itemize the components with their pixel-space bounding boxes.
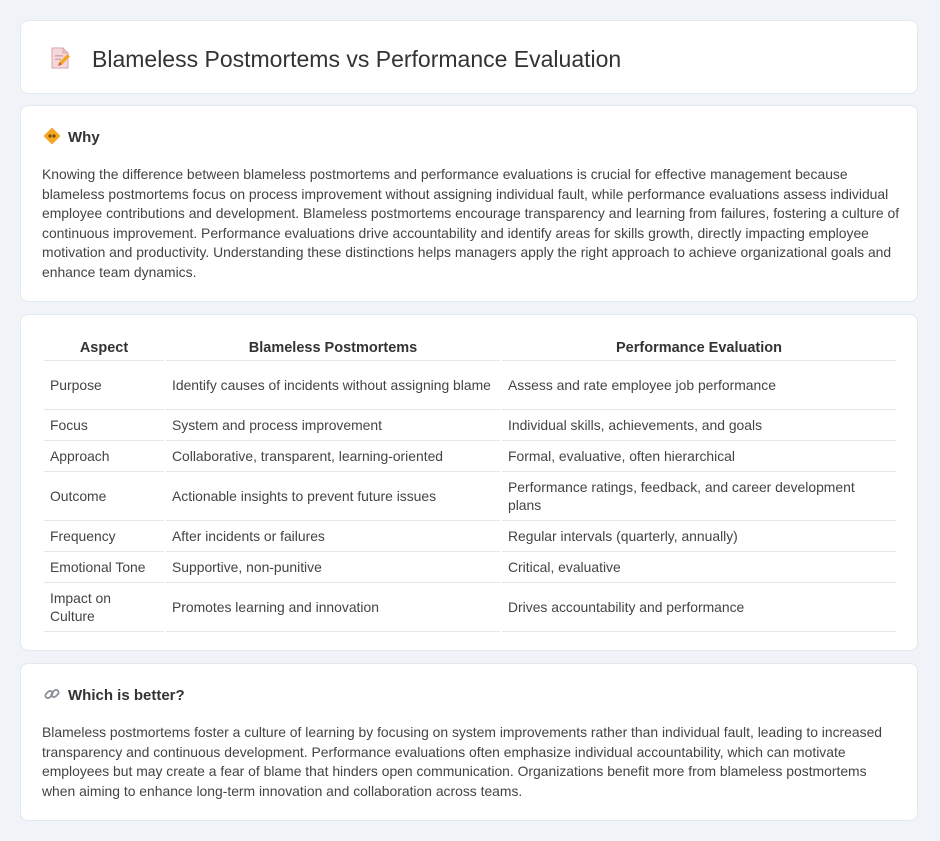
table-row <box>44 472 896 521</box>
which-body: Blameless postmortems foster a culture of learning by focusing on system improvements rather than individual fault, leading to increased transparency and continuous development. Performance evaluations often emphasize individual accountability, which can motivate employees but may create a fear of blame that hinders open communication. Organizations benefit more from blameless postmortems when aiming to enhance long-term innovation and collaboration across teams. <box>42 724 883 799</box>
comparison-table <box>42 334 898 632</box>
page-title: Blameless Postmortems vs Performance Evaluation <box>92 46 622 72</box>
table-cell: Formal, evaluative, often hierarchical <box>502 441 896 472</box>
which-section <box>20 663 918 821</box>
warning-diamond-icon <box>43 127 61 145</box>
comparison-table-card <box>20 314 918 651</box>
table-cell: Purpose <box>44 361 164 410</box>
table-cell: Identify causes of incidents without assigning blame <box>166 361 500 410</box>
table-cell: Actionable insights to prevent future issues <box>166 472 500 521</box>
table-row <box>44 552 896 583</box>
table-cell: After incidents or failures <box>166 521 500 552</box>
table-cell: Emotional Tone <box>44 552 164 583</box>
why-body: Knowing the difference between blameless postmortems and performance evaluations is crucial for effective management because blameless postmortems focus on process improvement without assigning individual fault, while performance evaluations assess individual employee contributions and development. Blameless postmortems encourage transparency and learning from failures, fostering a culture of continuous improvement. Performance evaluations drive accountability and identify areas for skills growth, directly impacting employee motivation and productivity. Understanding these distinctions helps managers apply the right approach to achieve organizational goals and enhance team dynamics. <box>42 166 900 280</box>
table-cell: Supportive, non-punitive <box>166 552 500 583</box>
table-row <box>44 441 896 472</box>
table-cell: Performance ratings, feedback, and career development plans <box>502 472 896 521</box>
why-title: Why <box>68 129 100 146</box>
table-cell: Outcome <box>44 472 164 521</box>
table-row <box>44 521 896 552</box>
table-cell: Drives accountability and performance <box>502 583 896 632</box>
document-edit-icon <box>49 46 71 70</box>
table-cell: Critical, evaluative <box>502 552 896 583</box>
why-heading <box>43 127 100 148</box>
table-row <box>44 583 896 632</box>
column-header-performance: Performance Evaluation <box>502 334 896 361</box>
table-cell: Impact on Culture <box>44 583 164 632</box>
table-cell: Promotes learning and innovation <box>166 583 500 632</box>
table-cell: Assess and rate employee job performance <box>502 361 896 410</box>
table-cell: System and process improvement <box>166 410 500 441</box>
column-header-blameless: Blameless Postmortems <box>166 334 500 361</box>
link-icon <box>43 685 61 703</box>
table-cell: Frequency <box>44 521 164 552</box>
table-cell: Focus <box>44 410 164 441</box>
why-section <box>20 105 918 302</box>
table-cell: Individual skills, achievements, and goals <box>502 410 896 441</box>
column-header-aspect: Aspect <box>44 334 164 361</box>
table-header-row <box>44 334 896 361</box>
table-cell: Approach <box>44 441 164 472</box>
which-title: Which is better? <box>68 687 185 704</box>
table-cell: Collaborative, transparent, learning-oriented <box>166 441 500 472</box>
which-heading <box>43 685 185 706</box>
table-cell: Regular intervals (quarterly, annually) <box>502 521 896 552</box>
header-card <box>20 20 918 94</box>
table-row <box>44 410 896 441</box>
table-row <box>44 361 896 410</box>
